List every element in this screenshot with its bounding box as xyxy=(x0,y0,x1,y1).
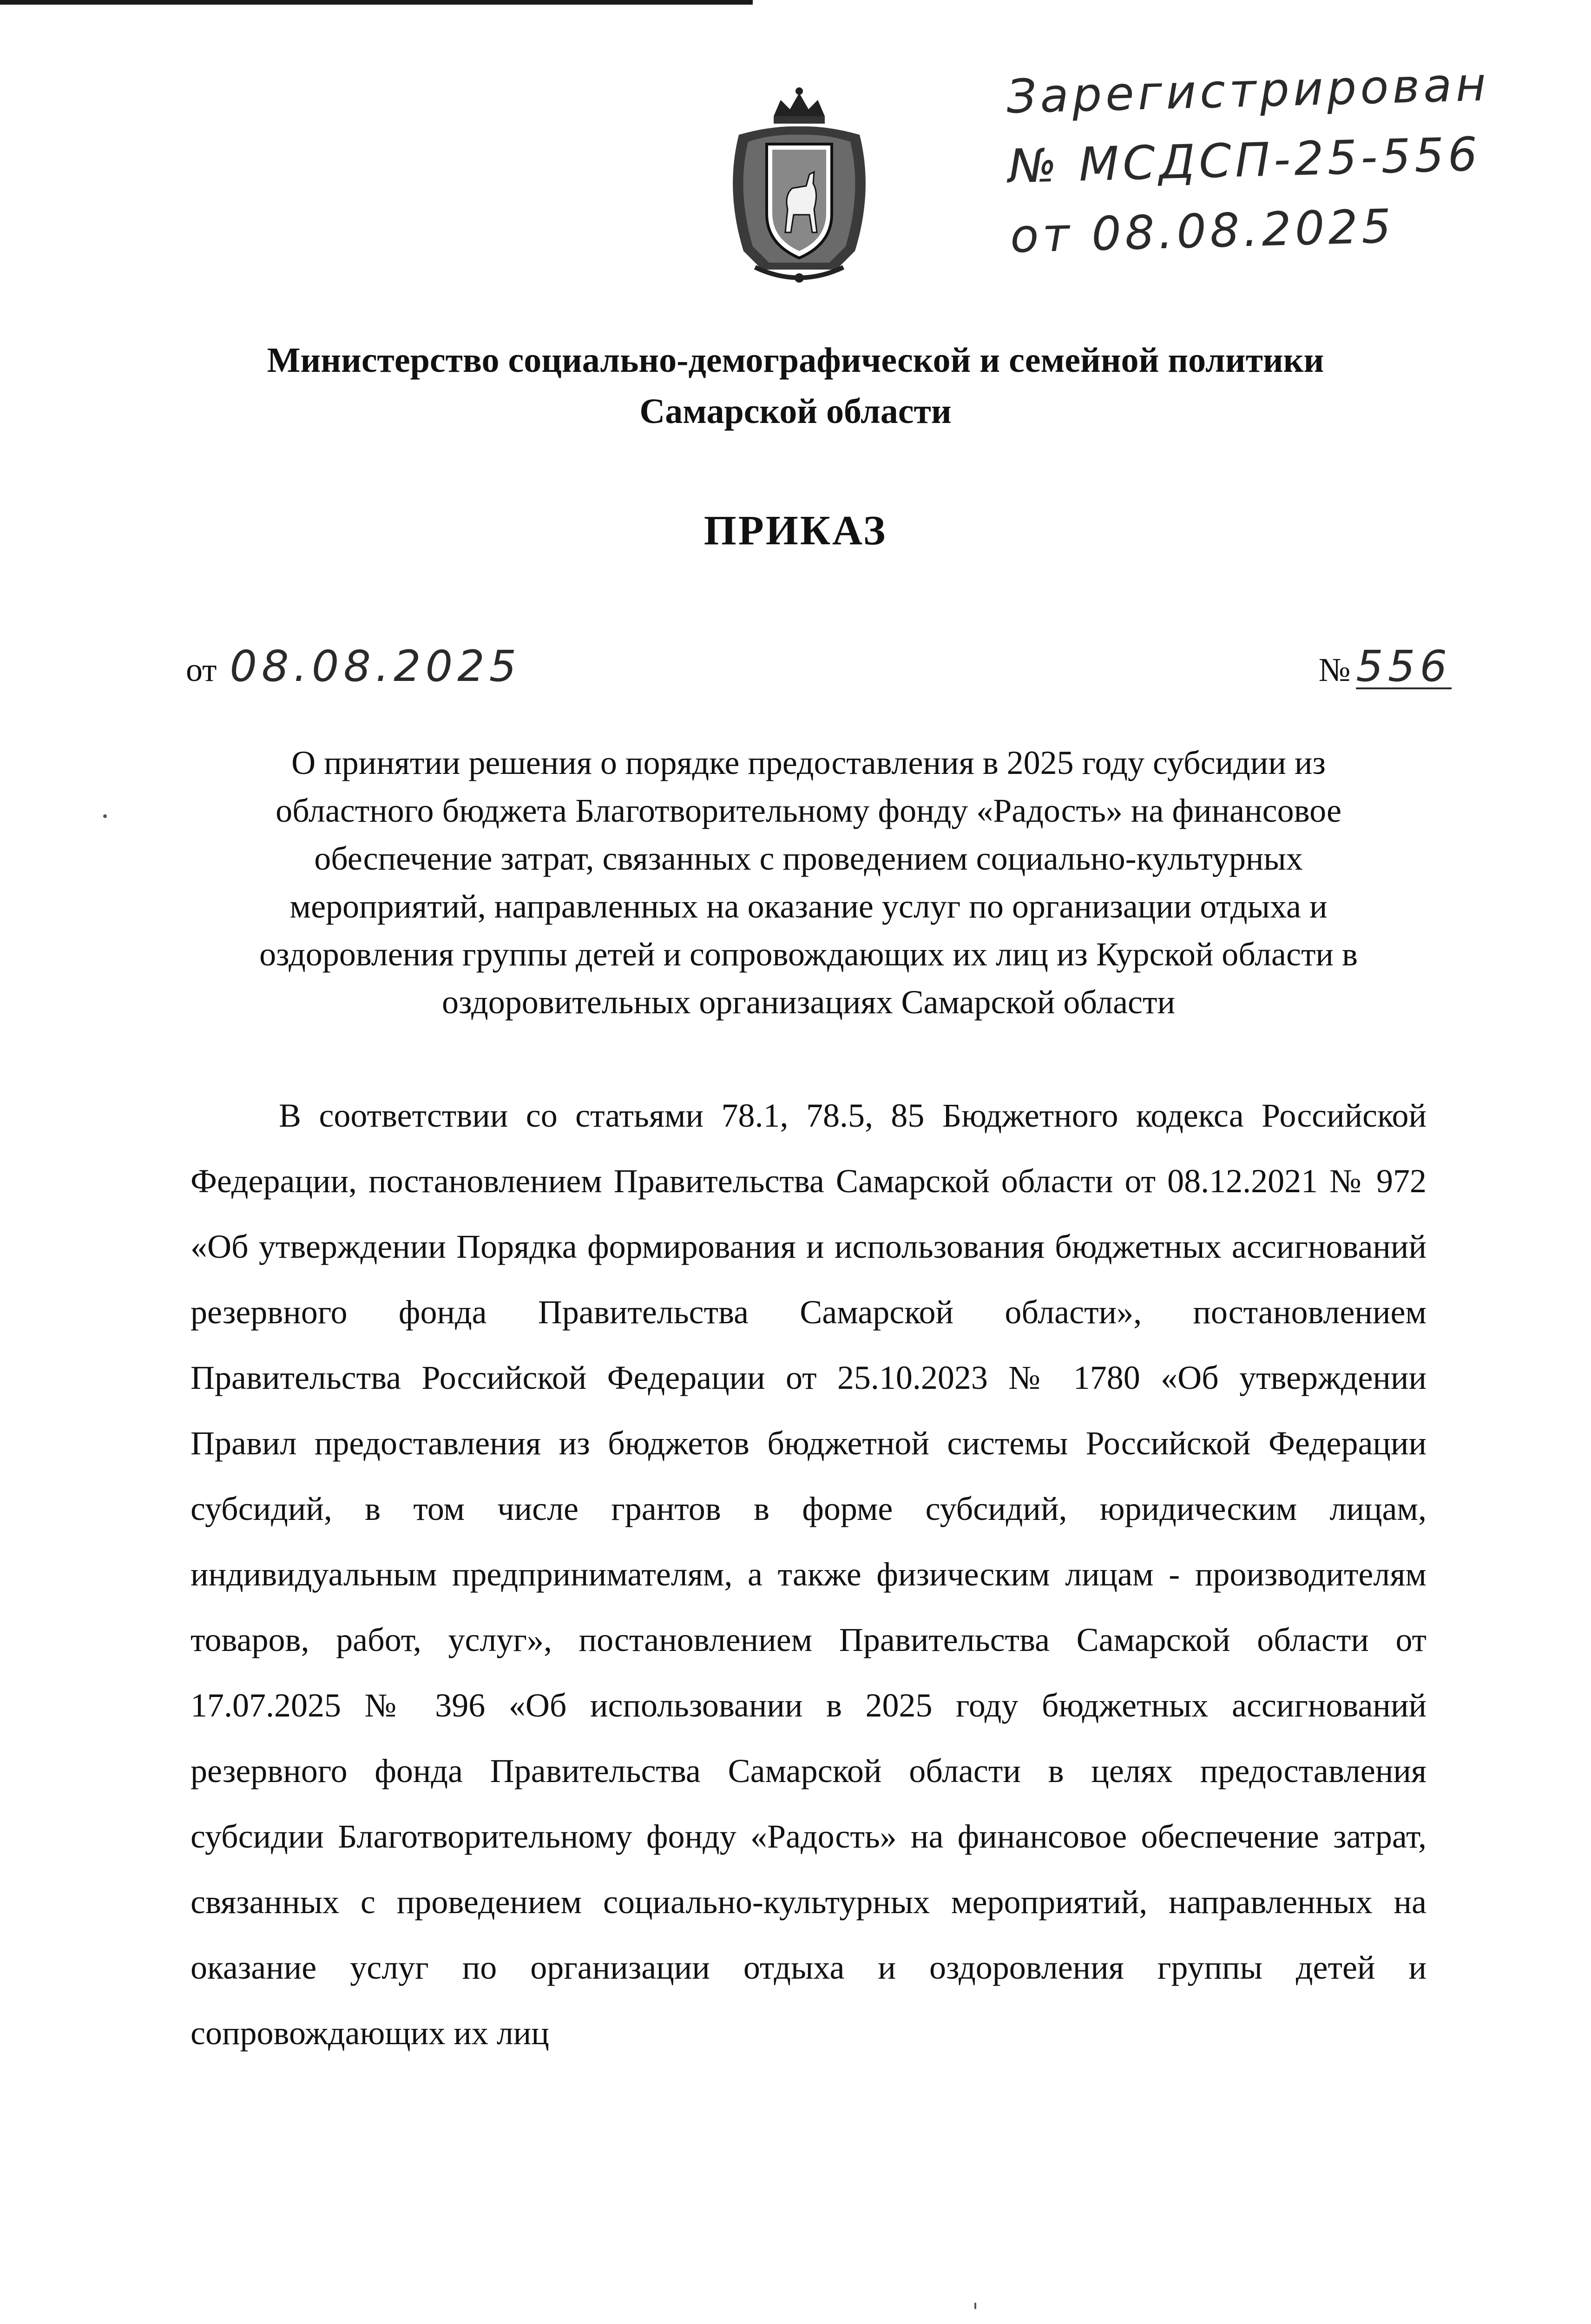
order-number-prefix: № xyxy=(1318,651,1351,688)
subject-line: областного бюджета Благотворительному фонду «Радость» на финансовое xyxy=(276,792,1341,829)
registration-line-3: от 08.08.2025 xyxy=(1009,198,1396,264)
registration-line-2: № МСДСП-25-556 xyxy=(1007,127,1482,194)
registration-line-1: Зарегистрирован xyxy=(1006,57,1491,124)
subject-line: оздоровления группы детей и сопровождающих их лиц из Курской области в xyxy=(259,936,1358,973)
order-subject xyxy=(195,739,1422,1026)
order-date xyxy=(186,641,521,691)
order-title: ПРИКАЗ xyxy=(703,508,888,554)
subject-line: О принятии решения о порядке предоставления в 2025 году субсидии из xyxy=(291,744,1326,781)
ministry-name-line-2: Самарской области xyxy=(639,392,952,431)
subject-line: мероприятий, направленных на оказание услуг по организации отдыха и xyxy=(289,888,1328,925)
subject-line: оздоровительных организациях Самарской области xyxy=(441,984,1176,1021)
registration-handwritten-note xyxy=(1006,49,1494,271)
ministry-name-line-1: Министерство социально-демографической и семейной политики xyxy=(267,341,1324,380)
order-number-handwritten: 556 xyxy=(1356,641,1452,691)
scan-speck xyxy=(974,2303,976,2309)
body-paragraph: В соответствии со статьями 78.1, 78.5, 85 Бюджетного кодекса Российской Федерации, постановлением Правительства Самарской области от 08.12.2021 № 972 «Об утверждении Порядка формирования и использования бюджетных ассигнований резервного фонда Правительства Самарской области», постановлением Правительства Российской Федерации от 25.10.2023 № 1780 «Об утверждении Правил предоставления из бюджетов бюджетной системы Российской Федерации субсидий, в том числе грантов в форме субсидий, юридическим лицам, индивидуальным предпринимателям, а также физическим лицам - производителям товаров, работ, услуг», постановлением Правительства Самарской области от 17.07.2025 № 396 «Об использовании в 2025 году бюджетных ассигнований резервного фонда Правительства Самарской области в целях предоставления субсидии Благотворительному фонду «Радость» на финансовое обеспечение затрат, связанных с проведением социально-культурных мероприятий, направленных на оказание услуг по организации отдыха и оздоровления группы детей и сопровождающих их лиц xyxy=(191,1097,1427,2052)
scan-speck xyxy=(103,814,107,818)
order-date-handwritten: 08.08.2025 xyxy=(230,641,521,691)
scan-edge xyxy=(0,0,753,5)
samara-coat-of-arms-icon xyxy=(711,84,888,288)
subject-line: обеспечение затрат, связанных с проведением социально-культурных xyxy=(314,840,1303,877)
order-date-prefix: от xyxy=(186,651,217,688)
order-number xyxy=(1319,641,1452,691)
ministry-name xyxy=(186,335,1405,437)
